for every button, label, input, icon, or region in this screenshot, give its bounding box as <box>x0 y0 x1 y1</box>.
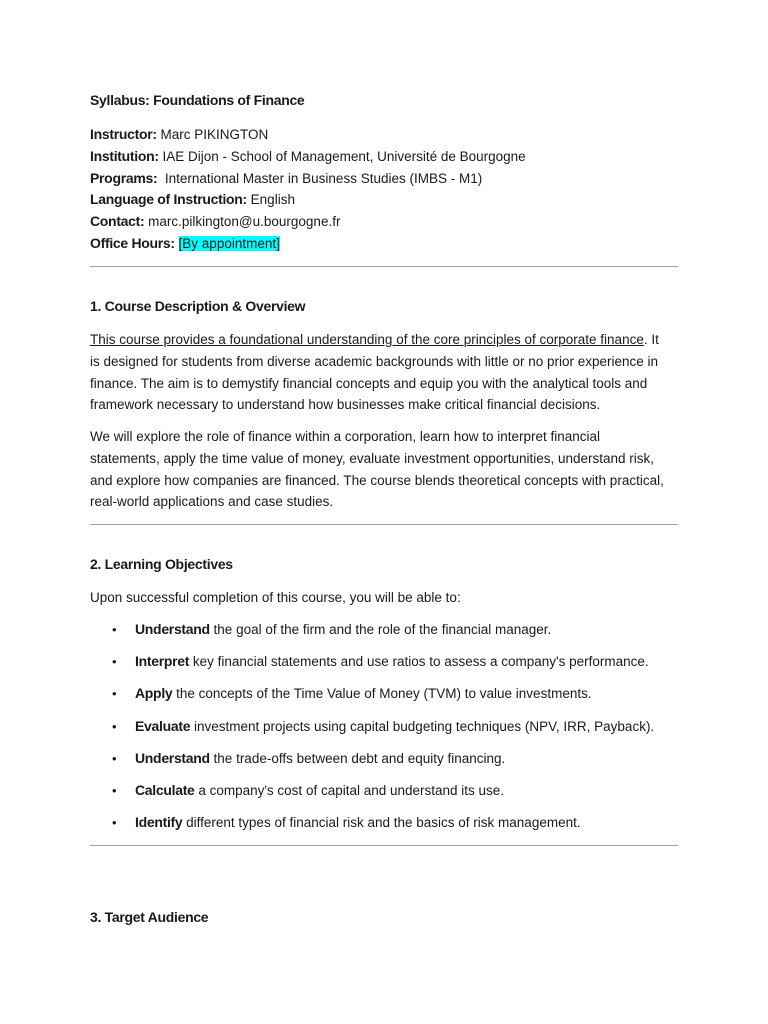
office-hours-line <box>90 233 678 255</box>
list-item <box>90 683 678 715</box>
list-item <box>90 619 678 651</box>
language-line <box>90 189 678 211</box>
contact-line <box>90 211 678 233</box>
bullet-icon: • <box>112 718 117 734</box>
description-line: framework necessary to understand how businesses make critical financial decisions. <box>90 397 601 413</box>
description-line: We will explore the role of finance within a corporation, learn how to interpret financial <box>90 429 601 444</box>
objective-verb: Understand <box>135 621 210 637</box>
programs-value: International Master in Business Studies (IMBS - M1) <box>164 170 483 186</box>
bullet-icon: • <box>112 686 117 702</box>
section-heading-audience: 3. Target Audience <box>90 909 209 925</box>
instructor-line <box>90 124 678 146</box>
section-divider <box>90 266 678 267</box>
objective-text: a company's cost of capital and understand its use. <box>194 782 505 798</box>
bullet-icon: • <box>112 654 117 670</box>
objective-verb: Identify <box>135 814 183 831</box>
description-line: . It <box>643 332 659 347</box>
list-item <box>90 780 678 812</box>
institution-label: Institution: <box>90 147 159 164</box>
section-heading-objectives: 2. Learning Objectives <box>90 556 233 572</box>
objective-text: investment projects using capital budgeting techniques (NPV, IRR, Payback). <box>190 718 655 734</box>
description-paragraph-1 <box>90 329 678 416</box>
list-item <box>90 748 678 780</box>
description-paragraph-2 <box>90 426 678 513</box>
list-item <box>90 716 678 748</box>
section-heading-description: 1. Course Description & Overview <box>90 298 306 314</box>
description-key-sentence: This course provides a foundational understanding of the core principles of corporate finance <box>90 332 644 347</box>
description-line: real-world applications and case studies. <box>90 494 334 510</box>
course-info-block <box>90 124 678 255</box>
instructor-value: Marc PIKINGTON <box>160 127 269 142</box>
section-divider <box>90 845 678 846</box>
objective-text: the trade-offs between debt and equity financing. <box>209 750 506 766</box>
instructor-label: Instructor: <box>90 126 157 142</box>
objective-text: key financial statements and use ratios to assess a company's performance. <box>189 654 649 670</box>
description-line: finance. The aim is to demystify financial concepts and equip you with the analytical tools and <box>90 375 648 391</box>
bullet-icon: • <box>112 622 117 637</box>
objective-verb: Interpret <box>135 653 190 670</box>
institution-value: IAE Dijon - School of Management, Université de Bourgogne <box>162 148 526 164</box>
contact-email[interactable]: marc.pilkington@u.bourgogne.fr <box>148 214 341 230</box>
language-label: Language of Instruction: <box>90 191 247 208</box>
section-divider <box>90 524 678 525</box>
contact-label: Contact: <box>90 213 145 230</box>
bullet-icon: • <box>112 782 117 798</box>
programs-label: Programs: <box>90 169 158 186</box>
document-title: Syllabus: Foundations of Finance <box>90 92 305 108</box>
bullet-icon: • <box>112 815 117 831</box>
language-value: English <box>250 192 295 208</box>
office-hours-value: [By appointment] <box>178 235 280 251</box>
description-line: statements, apply the time value of money, evaluate investment opportunities, understand risk, <box>90 450 655 466</box>
objectives-intro: Upon successful completion of this course, you will be able to: <box>90 590 461 605</box>
list-item <box>90 651 678 683</box>
objective-text: the concepts of the Time Value of Money (TVM) to value investments. <box>172 686 592 702</box>
programs-line <box>90 168 678 190</box>
institution-line <box>90 146 678 168</box>
objective-verb: Calculate <box>135 781 195 798</box>
list-item <box>90 812 678 844</box>
description-line: and explore how companies are financed. The course blends theoretical concepts with practical, <box>90 472 664 488</box>
description-line: is designed for students from diverse academic backgrounds with little or no prior experience in <box>90 353 659 369</box>
bullet-icon: • <box>112 750 117 766</box>
objective-text: the goal of the firm and the role of the financial manager. <box>209 622 552 637</box>
objectives-list <box>90 619 678 844</box>
objective-verb: Apply <box>135 685 173 702</box>
objective-verb: Understand <box>135 749 210 766</box>
office-hours-label: Office Hours: <box>90 234 175 251</box>
objective-text: different types of financial risk and the basics of risk management. <box>182 815 581 831</box>
objective-verb: Evaluate <box>135 717 191 734</box>
